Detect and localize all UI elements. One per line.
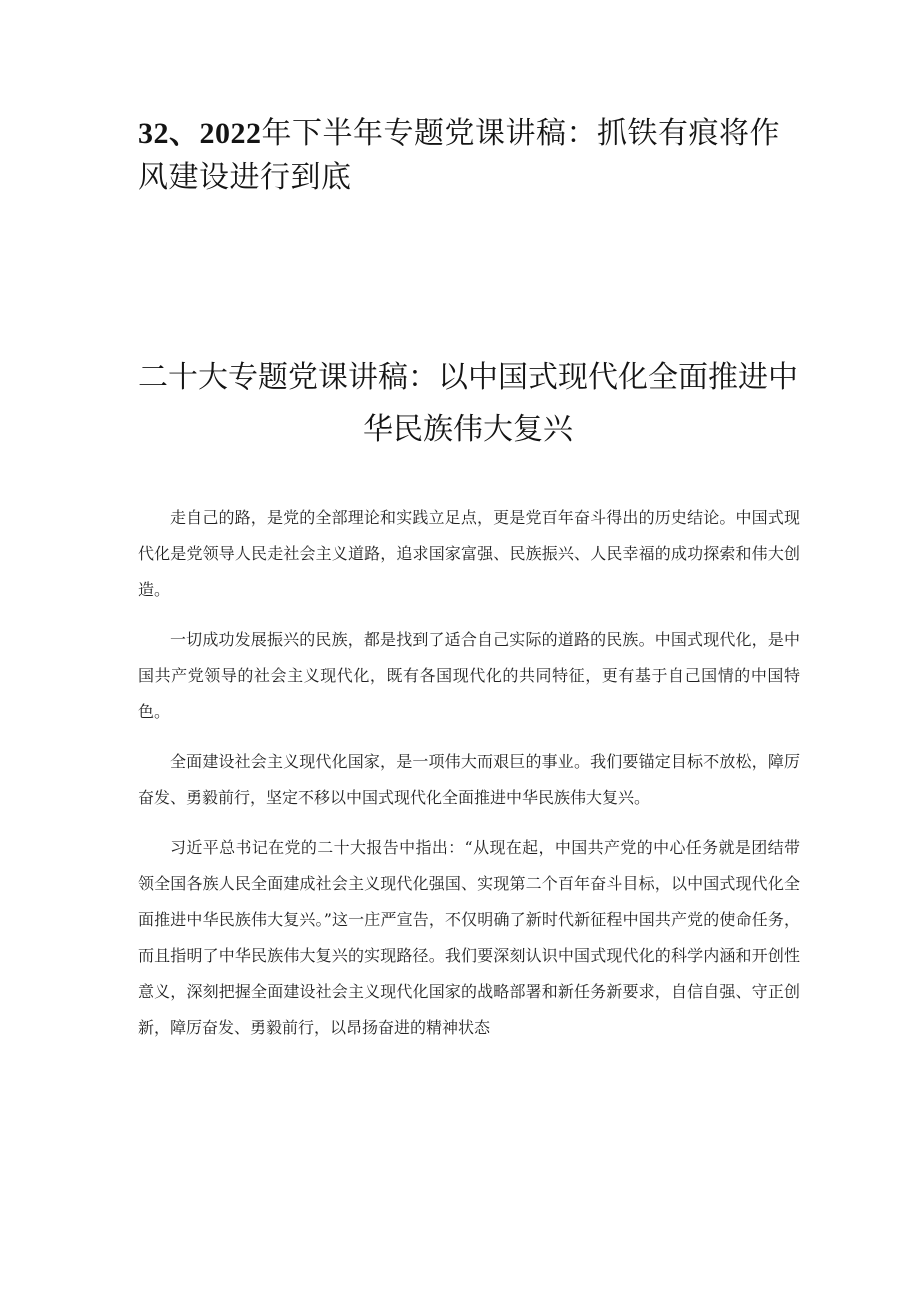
paragraph-3: 全面建设社会主义现代化国家，是一项伟大而艰巨的事业。我们要锚定目标不放松，障厉奋发、勇毅前行，坚定不移以中国式现代化全面推进中华民族伟大复兴。 <box>138 752 800 807</box>
title-text: 年下半年专题党课讲稿：抓铁有痕将作风建设进行到底 <box>138 116 780 195</box>
paragraph-1: 走自己的路，是党的全部理论和实践立足点，更是党百年奋斗得出的历史结论。中国式现代化是党领导人民走社会主义道路，追求国家富强、民族振兴、人民幸福的成功探索和伟大创造。 <box>138 508 800 599</box>
paragraph-2: 一切成功发展振兴的民族，都是找到了适合自己实际的道路的民族。中国式现代化，是中国共产党领导的社会主义现代化，既有各国现代化的共同特征，更有基于自己国情的中国特色。 <box>138 630 800 721</box>
title-number: 32、2022 <box>138 117 262 150</box>
document-title <box>138 112 798 200</box>
paragraph-4: 习近平总书记在党的二十大报告中指出：“从现在起，中国共产党的中心任务就是团结带领全国各族人民全面建成社会主义现代化强国、实现第二个百年奋斗目标，以中国式现代化全面推进中华民族伟大复兴。”这一庄严宣告，不仅明确了新时代新征程中国共产党的使命任务，而且指明了中华民族伟大复兴的实现路径。我们要深刻认识中国式现代化的科学内涵和开创性意义，深刻把握全面建设社会主义现代化国家的战略部署和新任务新要求，自信自强、守正创新，障厉奋发、勇毅前行，以昂扬奋进的精神状态 <box>138 838 800 1037</box>
section-title: 二十大专题党课讲稿：以中国式现代化全面推进中华民族伟大复兴 <box>138 360 798 447</box>
document-body <box>138 500 800 1060</box>
